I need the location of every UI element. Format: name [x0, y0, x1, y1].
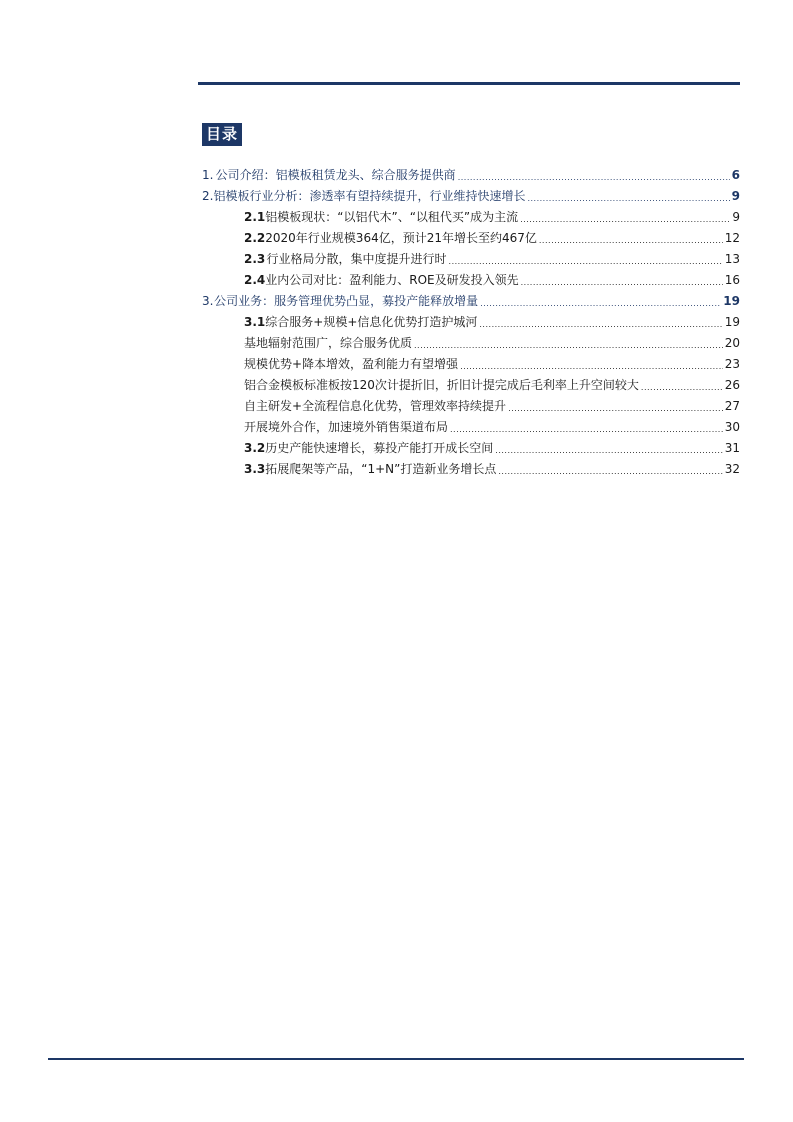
toc-entry[interactable]: [202, 333, 740, 354]
toc-entry-page: 20: [724, 336, 740, 350]
toc-entry[interactable]: [202, 396, 740, 417]
toc-entry-text: 基地辐射范围广，综合服务优质: [244, 336, 413, 350]
toc-entry-number: 2.3: [244, 252, 266, 266]
footer-rule: [48, 1058, 744, 1060]
toc-entry-number: 1.: [202, 168, 214, 182]
toc-entry-number: 3.1: [244, 315, 266, 329]
toc-entry-text: 开展境外合作，加速境外销售渠道布局: [244, 420, 449, 434]
toc-entry-page: 30: [724, 420, 740, 434]
toc-entry[interactable]: [202, 459, 740, 480]
toc-entry-number: 2.2: [244, 231, 266, 245]
toc-leader-dots: [495, 438, 722, 459]
toc-entry[interactable]: [202, 417, 740, 438]
toc-leader-dots: [527, 186, 729, 207]
toc-entry-number: 3.3: [244, 462, 266, 476]
toc-leader-dots: [450, 417, 723, 438]
toc-entry-page: 31: [724, 441, 740, 455]
toc-entry-page: 27: [724, 399, 740, 413]
toc-entry-text: 铝模板现状：“以铝代木”、“以租代买”成为主流: [265, 210, 519, 224]
toc-entry-text: 自主研发+全流程信息化优势，管理效率持续提升: [244, 399, 507, 413]
toc-entry[interactable]: [202, 207, 740, 228]
toc-entry-text: 拓展爬架等产品，“1+N”打造新业务增长点: [265, 462, 497, 476]
toc-leader-dots: [641, 375, 723, 396]
toc-leader-dots: [458, 165, 730, 186]
toc-entry-page: 12: [724, 231, 740, 245]
toc-leader-dots: [508, 396, 723, 417]
toc-leader-dots: [498, 459, 722, 480]
toc-leader-dots: [480, 291, 721, 312]
toc-entry-page: 23: [724, 357, 740, 371]
toc-entry[interactable]: [202, 354, 740, 375]
toc-entry-number: 3.: [202, 294, 214, 308]
toc-entry-text: 铝合金模板标准板按120次计提折旧，折旧计提完成后毛利率上升空间较大: [244, 378, 639, 392]
toc-entry-page: 9: [732, 210, 740, 224]
toc-leader-dots: [460, 354, 723, 375]
toc-entry-page: 16: [724, 273, 740, 287]
toc-entry-text: 2020年行业规模364亿，预计21年增长至约467亿: [265, 231, 537, 245]
toc-leader-dots: [521, 270, 723, 291]
toc-entry[interactable]: [202, 186, 740, 207]
toc-entry-page: 13: [724, 252, 740, 266]
toc-leader-dots: [449, 249, 723, 270]
toc-leader-dots: [414, 333, 723, 354]
toc-entry-text: 公司介绍：铝模板租赁龙头、综合服务提供商: [215, 168, 456, 182]
toc-entry[interactable]: [202, 438, 740, 459]
toc-entry-page: 9: [731, 189, 740, 203]
toc-entry-text: 业内公司对比：盈利能力、ROE及研发投入领先: [265, 273, 519, 287]
toc-entry[interactable]: [202, 270, 740, 291]
toc-entry-number: 2.: [202, 189, 214, 203]
toc-leader-dots: [539, 228, 723, 249]
header-rule: [198, 82, 740, 85]
table-of-contents: [202, 165, 740, 480]
toc-entry[interactable]: [202, 165, 740, 186]
toc-entry-page: 19: [723, 294, 740, 308]
toc-entry-number: 2.1: [244, 210, 266, 224]
toc-entry-number: 3.2: [244, 441, 266, 455]
toc-entry[interactable]: [202, 291, 740, 312]
toc-entry[interactable]: [202, 375, 740, 396]
toc-entry-text: 行业格局分散，集中度提升进行时: [266, 252, 447, 266]
toc-entry-text: 历史产能快速增长，募投产能打开成长空间: [265, 441, 494, 455]
toc-entry-text: 公司业务：服务管理优势凸显，募投产能释放增量: [214, 294, 479, 308]
toc-entry[interactable]: [202, 228, 740, 249]
toc-entry-page: 32: [724, 462, 740, 476]
toc-entry-page: 26: [724, 378, 740, 392]
toc-entry[interactable]: [202, 312, 740, 333]
toc-entry-number: 2.4: [244, 273, 266, 287]
toc-leader-dots: [520, 207, 730, 228]
toc-entry-page: 19: [724, 315, 740, 329]
toc-entry-text: 铝模板行业分析：渗透率有望持续提升，行业维持快速增长: [213, 189, 526, 203]
toc-title: 目录: [202, 123, 242, 146]
toc-entry-page: 6: [731, 168, 740, 182]
toc-entry-text: 综合服务+规模+信息化优势打造护城河: [265, 315, 478, 329]
toc-entry[interactable]: [202, 249, 740, 270]
toc-leader-dots: [479, 312, 722, 333]
toc-entry-text: 规模优势+降本增效，盈利能力有望增强: [244, 357, 459, 371]
